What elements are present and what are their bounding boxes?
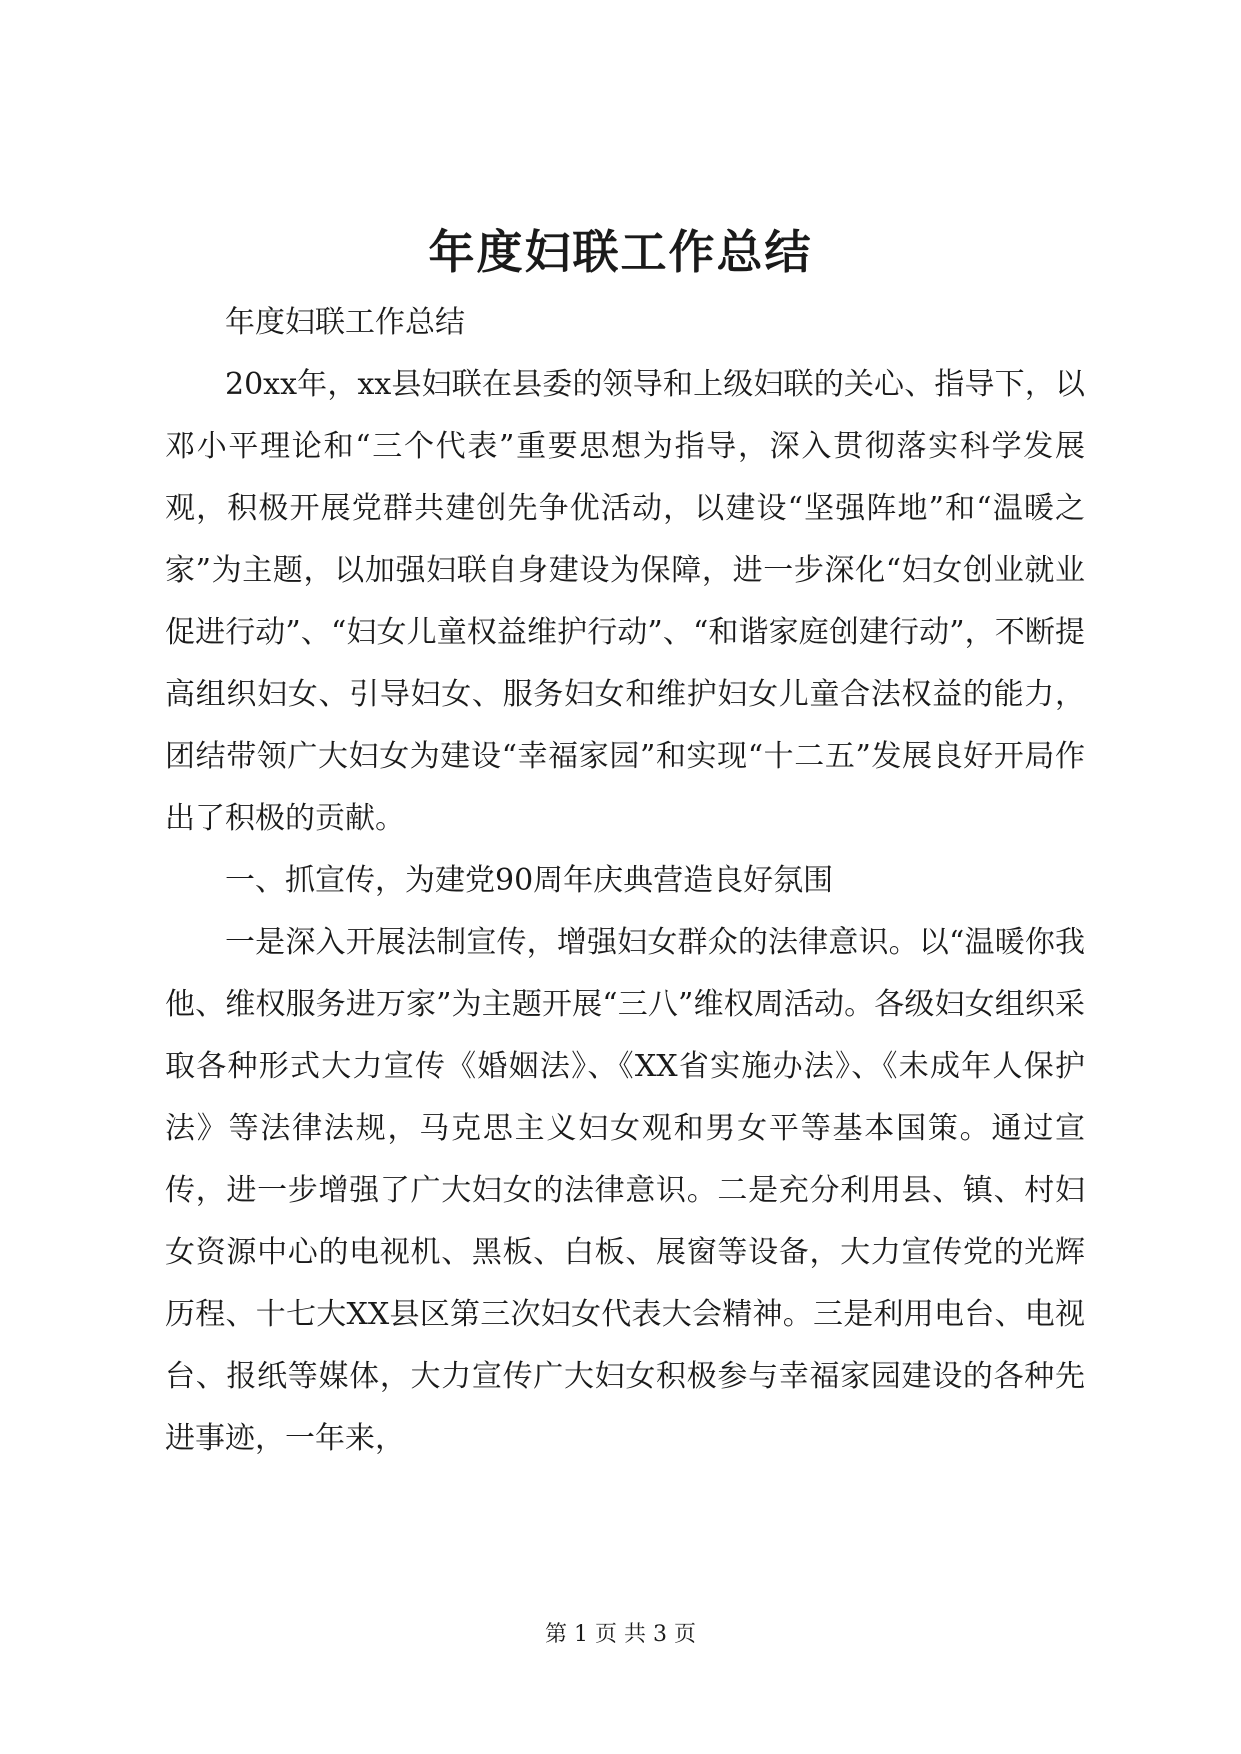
intro-paragraph: 20xx年，xx县妇联在县委的领导和上级妇联的关心、指导下，以邓小平理论和“三个代表”重要思想为指导，深入贯彻落实科学发展观，积极开展党群共建创先争优活动，以建设“坚强阵地”和“温暖之家”为主题，以加强妇联自身建设为保障，进一步深化“妇女创业就业促进行动”、“妇女儿童权益维护行动”、“和谐家庭创建行动”，不断提高组织妇女、引导妇女、服务妇女和维护妇女儿童合法权益的能力，团结带领广大妇女为建设“幸福家园”和实现“十二五”发展良好开局作出了积极的贡献。 [165, 367, 1085, 836]
document-title: 年度妇联工作总结 [428, 225, 813, 279]
page-number-footer: 第 1 页 共 3 页 [545, 1622, 696, 1647]
document-body [165, 292, 1085, 1470]
section-paragraph-1: 一是深入开展法制宣传，增强妇女群众的法律意识。以“温暖你我他、维权服务进万家”为主题开展“三八”维权周活动。各级妇女组织采取各种形式大力宣传《婚姻法》、《XX省实施办法》、《未成年人保护法》等法律法规，马克思主义妇女观和男女平等基本国策。通过宣传，进一步增强了广大妇女的法律意识。二是充分利用县、镇、村妇女资源中心的电视机、黑板、白板、展窗等设备，大力宣传党的光辉历程、十七大XX县区第三次妇女代表大会精神。三是利用电台、电视台、报纸等媒体，大力宣传广大妇女积极参与幸福家园建设的各种先进事迹，一年来， [165, 925, 1085, 1456]
section-heading-1: 一、抓宣传，为建党90周年庆典营造良好氛围 [225, 863, 834, 898]
subtitle-paragraph: 年度妇联工作总结 [225, 305, 465, 340]
